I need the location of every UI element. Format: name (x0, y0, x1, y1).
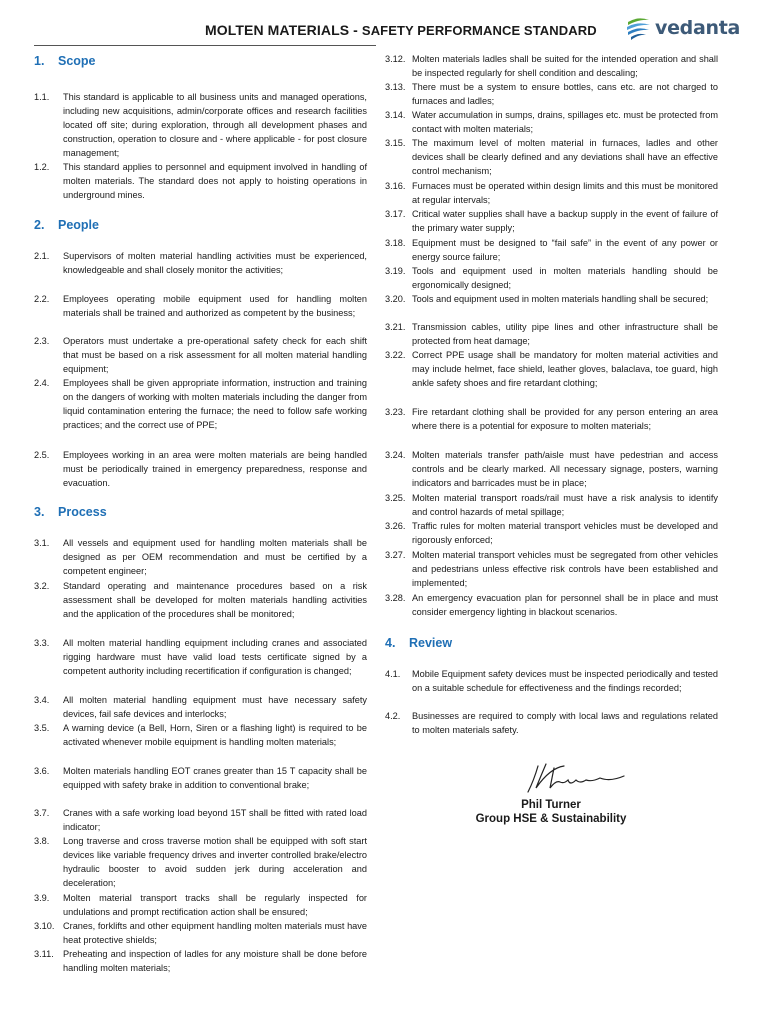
clause-3-19: 3.19. Tools and equipment used in molten materials handling should be ergonomically designed; (385, 266, 718, 291)
clause-3-1: 3.1. All vessels and equipment used for handling molten materials shall be designed as per OEM recommendation and must be certified by a competent engineer; (34, 538, 367, 577)
signatory-name: Phil Turner (521, 799, 581, 811)
clause-3-11: 3.11. Preheating and inspection of ladles for any moisture shall be done before handling molten materials; (34, 949, 367, 974)
clause-3-13: 3.13. There must be a system to ensure bottles, cans etc. are not charged to furnaces and ladles; (385, 82, 718, 107)
clause-2-4: 2.4. Employees shall be given appropriate information, instruction and training on the dangers of working with molten materials including the danger from liquid contamination entering the furnace; the need to follow safe working practices; and the correct use of PPE; (34, 378, 367, 431)
clause-3-15: 3.15. The maximum level of molten material in furnaces, ladles and other devices shall be clearly defined and any deviations shall have an effective control mechanism; (385, 138, 718, 177)
clause-3-24: 3.24. Molten materials transfer path/aisle must have pedestrian and access controls and be clearly marked. All necessary signage, posters, warning indicators and barricades must be in place; (385, 450, 718, 489)
header-divider (34, 45, 376, 46)
handwritten-signature (520, 758, 630, 798)
clause-1-2: 1.2. This standard applies to personnel and equipment involved in handling of molten materials. The standard does not apply to hoisting operations in underground mines. (34, 162, 367, 201)
brand-name: vedanta (655, 17, 741, 39)
clause-3-28: 3.28. An emergency evacuation plan for personnel shall be in place and must consider emergency lighting in blackout scenarios. (385, 593, 718, 618)
clause-3-27: 3.27. Molten material transport vehicles must be segregated from other vehicles and pedestrians unless effective risk controls have been established and implemented; (385, 550, 718, 589)
section-heading-process: 3. Process (34, 505, 107, 519)
signatory-role: Group HSE & Sustainability (475, 813, 627, 825)
clause-3-16: 3.16. Furnaces must be operated within design limits and this must be monitored at regular intervals; (385, 181, 718, 206)
clause-3-9: 3.9. Molten material transport tracks shall be regularly inspected for undulations and prompt rectification action shall be ensured; (34, 893, 367, 918)
clause-2-2: 2.2. Employees operating mobile equipment used for handling molten materials shall be trained and authorized as competent by the business; (34, 294, 367, 319)
clause-3-20: 3.20. Tools and equipment used in molten materials handling shall be secured; (385, 294, 709, 304)
page-title (205, 22, 597, 38)
title-main: MOLTEN MATERIALS - (205, 22, 362, 38)
clause-3-8: 3.8. Long traverse and cross traverse motion shall be equipped with soft start devices like variable frequency drives and inverter controlled brake/electro hydraulic booster to avoid sudden jerk during acceleration and deceleration; (34, 836, 367, 889)
clause-3-18: 3.18. Equipment must be designed to “fail safe” in the event of any power or energy source failure; (385, 238, 718, 263)
title-subtitle: SAFETY PERFORMANCE STANDARD (361, 23, 597, 38)
clause-3-10: 3.10. Cranes, forklifts and other equipment handling molten materials must have heat protective shields; (34, 921, 367, 946)
clause-2-1: 2.1. Supervisors of molten material handling activities must be experienced, knowledgeable and shall closely monitor the activities; (34, 251, 367, 276)
signatory-block (468, 798, 634, 826)
clause-3-26: 3.26. Traffic rules for molten material transport vehicles must be developed and rigorously enforced; (385, 521, 718, 546)
clause-3-14: 3.14. Water accumulation in sumps, drains, spillages etc. must be protected from contact with molten materials; (385, 110, 718, 135)
clause-3-6: 3.6. Molten materials handling EOT cranes greater than 15 T capacity shall be equipped with safety brake in addition to conventional brake; (34, 766, 367, 791)
clause-3-17: 3.17. Critical water supplies shall have a backup supply in the event of failure of the primary water supply; (385, 209, 718, 234)
clause-3-21: 3.21. Transmission cables, utility pipe lines and other infrastructure shall be protected from heat damage; (385, 322, 718, 347)
clause-3-22: 3.22. Correct PPE usage shall be mandatory for molten material activities and may include helmet, face shield, leather gloves, balaclava, toe guard, high ankle safety shoes and fire retardant clothing; (385, 350, 718, 389)
clause-3-3: 3.3. All molten material handling equipment including cranes and associated rigging hardware must have valid load tests certificate signed by a competent authority including recertification if configuration is changed; (34, 638, 367, 677)
clause-3-23: 3.23. Fire retardant clothing shall be provided for any person entering an area where there is a potential for exposure to molten materials; (385, 407, 718, 432)
clause-3-12: 3.12. Molten materials ladles shall be suited for the intended operation and shall be inspected regularly for shell condition and descaling; (385, 54, 718, 79)
section-heading-scope: 1. Scope (34, 54, 96, 68)
clause-3-2: 3.2. Standard operating and maintenance procedures based on a risk assessment shall be developed for molten materials handling activities and the application of the procedures shall be monitored; (34, 581, 367, 620)
clause-2-3: 2.3. Operators must undertake a pre-operational safety check for each shift that must be based on a risk assessment for all molten material handling equipment; (34, 336, 367, 375)
clause-3-4: 3.4. All molten material handling equipment must have necessary safety devices, fail safe devices and interlocks; (34, 695, 367, 720)
vedanta-leaf-icon (624, 14, 652, 42)
clause-2-5: 2.5. Employees working in an area were molten materials are being handled must be periodically trained in emergency preparedness, response and evacuation. (34, 450, 367, 489)
vedanta-logo (624, 14, 740, 42)
clause-3-25: 3.25. Molten material transport roads/rail must have a risk analysis to identify and control hazards of metal spillage; (385, 493, 718, 518)
clause-4-1: 4.1. Mobile Equipment safety devices must be inspected periodically and tested on a suitable schedule for effectiveness and the findings recorded; (385, 669, 718, 694)
section-heading-review: 4. Review (385, 636, 453, 650)
section-heading-people: 2. People (34, 218, 99, 232)
clause-1-1: 1.1. This standard is applicable to all business units and managed operations, including new acquisitions, admin/corporate offices and research facilities located off site; during exploration, through all development phases and construction, operation to closure and - where applicable - for post closure management; (34, 92, 367, 159)
clause-3-7: 3.7. Cranes with a safe working load beyond 15T shall be fitted with rated load indicator; (34, 808, 367, 833)
clause-3-5: 3.5. A warning device (a Bell, Horn, Siren or a flashing light) is required to be activated whenever mobile equipment is handling molten materials; (34, 723, 367, 748)
document-header (0, 0, 768, 44)
clause-4-2: 4.2. Businesses are required to comply with local laws and regulations related to molten materials safety. (385, 711, 718, 736)
